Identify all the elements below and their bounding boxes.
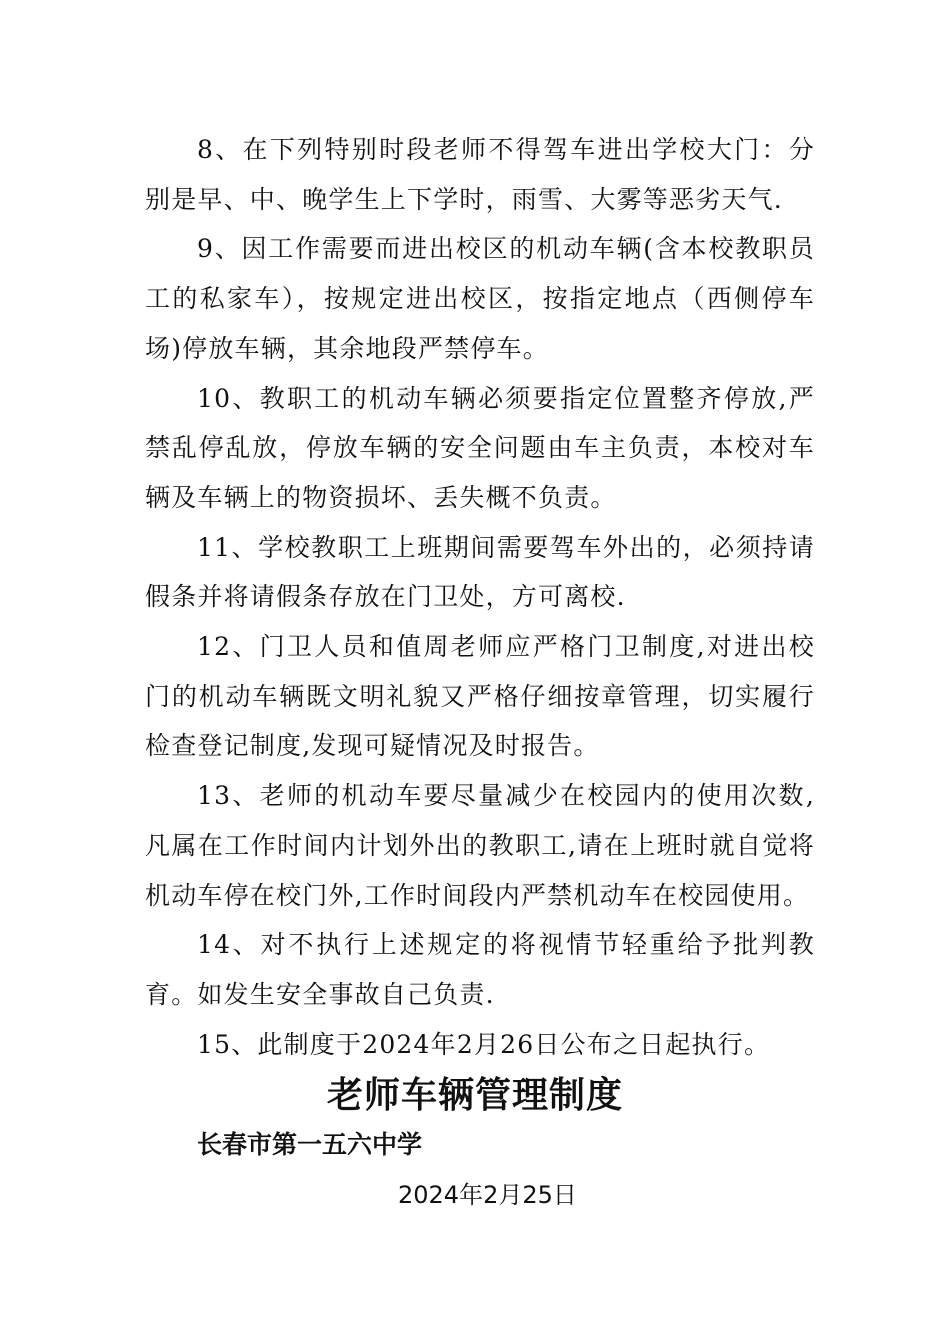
clause-10: 10、教职工的机动车辆必须要指定位置整齐停放,严禁乱停乱放，停放车辆的安全问题由车主负责，本校对车辆及车辆上的物资损坏、丢失概不负责。 (145, 383, 815, 512)
document-title: 老师车辆管理制度 (326, 1075, 623, 1116)
clause-9: 9、因工作需要而进出校区的机动车辆(含本校教职员工的私家车），按规定进出校区，按指定地点（西侧停车场)停放车辆，其余地段严禁停车。 (145, 234, 815, 363)
regulation-body (145, 125, 815, 1069)
document-date: 2024年2月25日 (398, 1181, 577, 1209)
clause-15: 15、此制度于2024年2月26日公布之日起执行。 (197, 1029, 771, 1059)
clause-11: 11、学校教职工上班期间需要驾车外出的，必须持请假条并将请假条存放在门卫处，方可离校. (145, 532, 815, 612)
clause-8: 8、在下列特别时段老师不得驾车进出学校大门：分别是早、中、晚学生上下学时，雨雪、大雾等恶劣天气. (145, 135, 815, 214)
clause-12: 12、门卫人员和值周老师应严格门卫制度,对进出校门的机动车辆既文明礼貌又严格仔细按章管理，切实履行检查登记制度,发现可疑情况及时报告。 (145, 632, 815, 761)
clause-14: 14、对不执行上述规定的将视情节轻重给予批判教育。如发生安全事故自己负责. (145, 930, 815, 1009)
school-name: 长春市第一五六中学 (197, 1130, 423, 1159)
clause-13: 13、老师的机动车要尽量减少在校园内的使用次数,凡属在工作时间内计划外出的教职工,请在上班时就自觉将机动车停在校门外,工作时间段内严禁机动车在校园使用。 (145, 781, 815, 910)
